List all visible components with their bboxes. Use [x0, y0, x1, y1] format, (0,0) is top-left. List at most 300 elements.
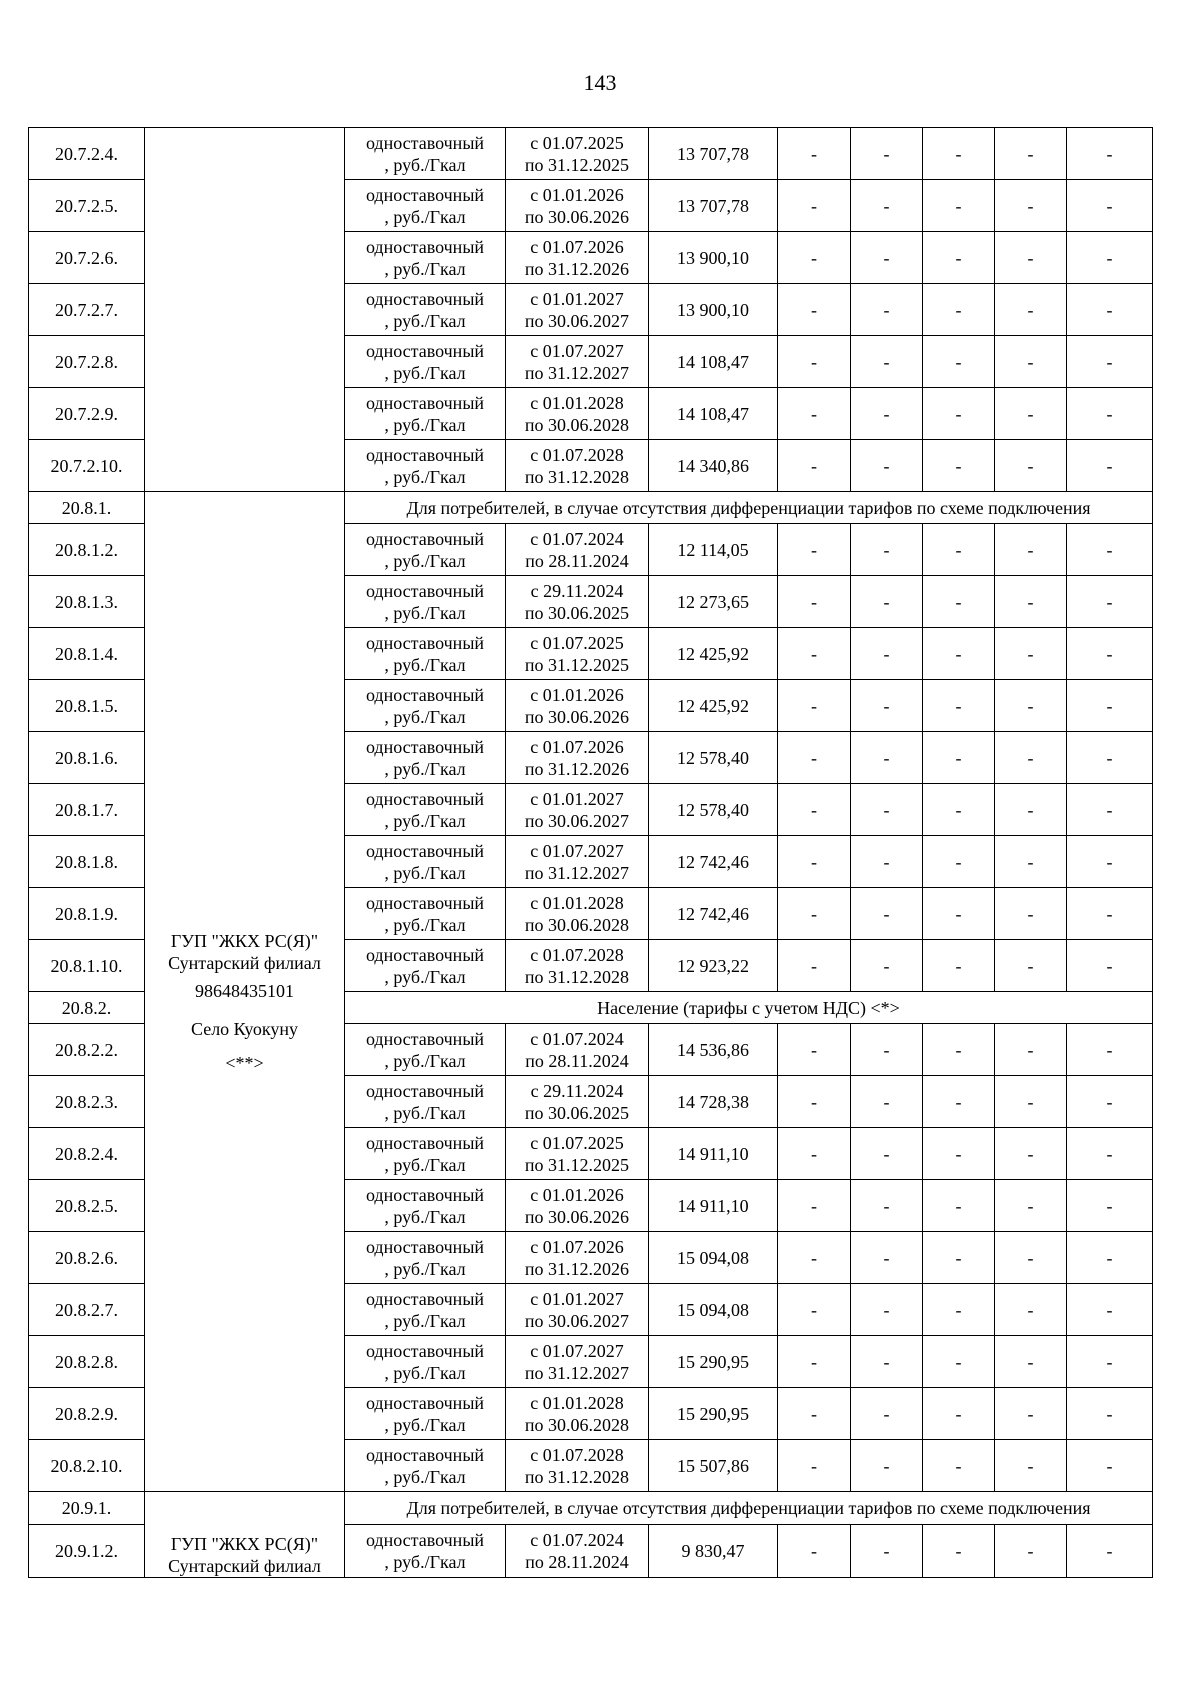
rate-type-line1: одноставочный: [365, 340, 485, 361]
period: [506, 1524, 649, 1577]
rate-type-line2: , руб./Гкал: [384, 1466, 466, 1487]
empty-value: -: [778, 336, 851, 388]
period: [506, 336, 649, 388]
tariff-value: 9 830,47: [649, 1524, 778, 1577]
rate-type: [345, 336, 506, 388]
tariff-value: 15 507,86: [649, 1440, 778, 1492]
tariff-value: 12 578,40: [649, 732, 778, 784]
rate-type-line1: одноставочный: [365, 840, 485, 861]
empty-value: -: [1067, 440, 1153, 492]
empty-value: -: [1067, 680, 1153, 732]
row-number: 20.7.2.10.: [29, 440, 145, 492]
rate-type-line2: , руб./Гкал: [384, 810, 466, 831]
empty-value: -: [1067, 836, 1153, 888]
tariff-table-body: [29, 128, 1153, 1578]
rate-type-line1: одноставочный: [365, 392, 485, 413]
empty-value: -: [995, 1440, 1067, 1492]
empty-value: -: [1067, 940, 1153, 992]
tariff-value: 13 900,10: [649, 284, 778, 336]
period: [506, 1388, 649, 1440]
empty-value: -: [995, 628, 1067, 680]
tariff-value: 14 108,47: [649, 336, 778, 388]
empty-value: -: [923, 576, 995, 628]
organization-name: ГУП "ЖКХ РС(Я)": [170, 931, 319, 951]
section-heading: Население (тарифы с учетом НДС) <*>: [345, 992, 1153, 1024]
period-to: по 30.06.2026: [524, 1206, 630, 1227]
tariff-table: [28, 127, 1153, 1578]
rate-type-line1: одноставочный: [365, 1288, 485, 1309]
tariff-value: 12 425,92: [649, 680, 778, 732]
period-from: с 01.01.2027: [530, 788, 624, 809]
empty-value: -: [995, 680, 1067, 732]
rate-type-line2: , руб./Гкал: [384, 1310, 466, 1331]
period: [506, 1440, 649, 1492]
empty-value: -: [923, 388, 995, 440]
period: [506, 284, 649, 336]
period-to: по 31.12.2025: [524, 654, 630, 675]
empty-value: -: [851, 628, 923, 680]
empty-value: -: [778, 1336, 851, 1388]
period-from: с 01.01.2026: [530, 684, 624, 705]
rate-type: [345, 1284, 506, 1336]
period-to: по 30.06.2028: [524, 1414, 630, 1435]
rate-type-line2: , руб./Гкал: [384, 1206, 466, 1227]
empty-value: -: [995, 576, 1067, 628]
row-number: 20.7.2.8.: [29, 336, 145, 388]
row-number: 20.7.2.4.: [29, 128, 145, 180]
empty-value: -: [778, 440, 851, 492]
row-number: 20.7.2.5.: [29, 180, 145, 232]
empty-value: -: [923, 232, 995, 284]
tariff-value: 12 273,65: [649, 576, 778, 628]
tariff-value: 14 728,38: [649, 1076, 778, 1128]
tariff-value: 12 578,40: [649, 784, 778, 836]
empty-value: -: [778, 1128, 851, 1180]
empty-value: -: [995, 1076, 1067, 1128]
period-to: по 30.06.2028: [524, 414, 630, 435]
organization-cell: [145, 128, 345, 492]
empty-value: -: [995, 732, 1067, 784]
empty-value: -: [923, 1024, 995, 1076]
empty-value: -: [923, 1524, 995, 1577]
period-from: с 01.01.2026: [530, 184, 624, 205]
empty-value: -: [851, 732, 923, 784]
section-row: [29, 492, 1153, 524]
empty-value: -: [851, 1180, 923, 1232]
period: [506, 440, 649, 492]
empty-value: -: [778, 732, 851, 784]
empty-value: -: [923, 1336, 995, 1388]
empty-value: -: [851, 1440, 923, 1492]
empty-value: -: [778, 232, 851, 284]
row-number: 20.8.2.6.: [29, 1232, 145, 1284]
empty-value: -: [778, 1284, 851, 1336]
empty-value: -: [923, 1440, 995, 1492]
organization-branch: Сунтарский филиал: [168, 1556, 321, 1576]
empty-value: -: [995, 440, 1067, 492]
empty-value: -: [851, 1128, 923, 1180]
rate-type-line2: , руб./Гкал: [384, 466, 466, 487]
empty-value: -: [778, 888, 851, 940]
empty-value: -: [1067, 1388, 1153, 1440]
rate-type: [345, 232, 506, 284]
period: [506, 1284, 649, 1336]
row-number: 20.8.2.5.: [29, 1180, 145, 1232]
rate-type-line1: одноставочный: [365, 1340, 485, 1361]
period: [506, 1180, 649, 1232]
empty-value: -: [1067, 180, 1153, 232]
empty-value: -: [995, 784, 1067, 836]
rate-type-line2: , руб./Гкал: [384, 1258, 466, 1279]
row-number: 20.8.2.: [29, 992, 145, 1024]
empty-value: -: [1067, 576, 1153, 628]
empty-value: -: [778, 1024, 851, 1076]
rate-type-line1: одноставочный: [365, 1236, 485, 1257]
empty-value: -: [778, 388, 851, 440]
empty-value: -: [778, 940, 851, 992]
period-to: по 31.12.2026: [524, 258, 630, 279]
empty-value: -: [851, 680, 923, 732]
tariff-value: 12 742,46: [649, 888, 778, 940]
row-number: 20.8.1.4.: [29, 628, 145, 680]
empty-value: -: [1067, 524, 1153, 576]
rate-type-line2: , руб./Гкал: [384, 258, 466, 279]
empty-value: -: [1067, 128, 1153, 180]
tariff-value: 12 425,92: [649, 628, 778, 680]
rate-type-line1: одноставочный: [365, 1529, 485, 1550]
empty-value: -: [923, 1232, 995, 1284]
period-from: с 01.07.2028: [530, 444, 624, 465]
period-from: с 01.07.2024: [530, 1028, 624, 1049]
empty-value: -: [923, 440, 995, 492]
rate-type-line1: одноставочный: [365, 132, 485, 153]
empty-value: -: [1067, 336, 1153, 388]
tariff-row: [29, 128, 1153, 180]
rate-type-line1: одноставочный: [365, 236, 485, 257]
empty-value: -: [851, 336, 923, 388]
empty-value: -: [995, 1336, 1067, 1388]
empty-value: -: [923, 940, 995, 992]
period-to: по 30.06.2026: [524, 206, 630, 227]
period: [506, 388, 649, 440]
empty-value: -: [851, 388, 923, 440]
empty-value: -: [923, 1284, 995, 1336]
rate-type-line2: , руб./Гкал: [384, 1414, 466, 1435]
period-from: с 01.07.2027: [530, 840, 624, 861]
period-to: по 31.12.2026: [524, 758, 630, 779]
period-to: по 28.11.2024: [525, 550, 629, 571]
rate-type: [345, 1388, 506, 1440]
row-number: 20.8.2.7.: [29, 1284, 145, 1336]
section-row: [29, 1492, 1153, 1525]
row-number: 20.8.1.6.: [29, 732, 145, 784]
row-number: 20.8.1.9.: [29, 888, 145, 940]
row-number: 20.8.2.2.: [29, 1024, 145, 1076]
rate-type: [345, 1076, 506, 1128]
empty-value: -: [995, 940, 1067, 992]
rate-type: [345, 1232, 506, 1284]
empty-value: -: [1067, 284, 1153, 336]
empty-value: -: [851, 1024, 923, 1076]
empty-value: -: [851, 1232, 923, 1284]
empty-value: -: [923, 284, 995, 336]
tariff-value: 13 707,78: [649, 180, 778, 232]
period: [506, 732, 649, 784]
rate-type-line1: одноставочный: [365, 528, 485, 549]
rate-type-line1: одноставочный: [365, 736, 485, 757]
empty-value: -: [923, 680, 995, 732]
empty-value: -: [995, 1128, 1067, 1180]
empty-value: -: [923, 888, 995, 940]
empty-value: -: [1067, 388, 1153, 440]
period-to: по 30.06.2025: [524, 602, 630, 623]
rate-type-line2: , руб./Гкал: [384, 914, 466, 935]
period-to: по 30.06.2026: [524, 706, 630, 727]
empty-value: -: [995, 1388, 1067, 1440]
empty-value: -: [995, 1180, 1067, 1232]
empty-value: -: [1067, 1180, 1153, 1232]
period-to: по 31.12.2028: [524, 1466, 630, 1487]
row-number: 20.8.1.8.: [29, 836, 145, 888]
period-from: с 01.01.2027: [530, 288, 624, 309]
period: [506, 232, 649, 284]
period-to: по 31.12.2025: [524, 1154, 630, 1175]
period-from: с 01.01.2028: [530, 1392, 624, 1413]
period-from: с 01.07.2026: [530, 736, 624, 757]
section-heading: Для потребителей, в случае отсутствия дифференциации тарифов по схеме подключения: [345, 492, 1153, 524]
empty-value: -: [923, 336, 995, 388]
empty-value: -: [778, 836, 851, 888]
period: [506, 680, 649, 732]
tariff-value: 14 340,86: [649, 440, 778, 492]
empty-value: -: [1067, 1284, 1153, 1336]
organization-code: 98648435101: [195, 981, 294, 1001]
rate-type-line1: одноставочный: [365, 1080, 485, 1101]
rate-type-line1: одноставочный: [365, 684, 485, 705]
rate-type-line2: , руб./Гкал: [384, 1050, 466, 1071]
row-number: 20.7.2.9.: [29, 388, 145, 440]
empty-value: -: [995, 388, 1067, 440]
rate-type-line2: , руб./Гкал: [384, 758, 466, 779]
period: [506, 180, 649, 232]
row-number: 20.8.1.5.: [29, 680, 145, 732]
period-from: с 01.01.2027: [530, 1288, 624, 1309]
rate-type-line1: одноставочный: [365, 1028, 485, 1049]
row-number: 20.9.1.: [29, 1492, 145, 1525]
empty-value: -: [923, 128, 995, 180]
period-to: по 30.06.2028: [524, 914, 630, 935]
empty-value: -: [1067, 628, 1153, 680]
period-to: по 28.11.2024: [525, 1551, 629, 1572]
empty-value: -: [851, 232, 923, 284]
row-number: 20.8.1.7.: [29, 784, 145, 836]
empty-value: -: [1067, 1336, 1153, 1388]
empty-value: -: [851, 180, 923, 232]
period-to: по 31.12.2025: [524, 154, 630, 175]
period-to: по 30.06.2027: [524, 1310, 630, 1331]
empty-value: -: [851, 440, 923, 492]
rate-type-line2: , руб./Гкал: [384, 310, 466, 331]
rate-type-line2: , руб./Гкал: [384, 362, 466, 383]
organization-note: <**>: [225, 1053, 264, 1073]
rate-type-line2: , руб./Гкал: [384, 414, 466, 435]
empty-value: -: [778, 1076, 851, 1128]
rate-type: [345, 388, 506, 440]
rate-type: [345, 1336, 506, 1388]
empty-value: -: [995, 232, 1067, 284]
rate-type-line1: одноставочный: [365, 444, 485, 465]
empty-value: -: [923, 1128, 995, 1180]
empty-value: -: [778, 576, 851, 628]
section-heading: Для потребителей, в случае отсутствия дифференциации тарифов по схеме подключения: [345, 1492, 1153, 1525]
period-to: по 30.06.2025: [524, 1102, 630, 1123]
empty-value: -: [851, 284, 923, 336]
rate-type: [345, 784, 506, 836]
rate-type-line1: одноставочный: [365, 1444, 485, 1465]
empty-value: -: [778, 1440, 851, 1492]
row-number: 20.8.2.3.: [29, 1076, 145, 1128]
organization-locality: Село Куокуну: [190, 1019, 299, 1039]
organization-info: [145, 492, 344, 1074]
row-number: 20.8.2.4.: [29, 1128, 145, 1180]
period-from: с 01.01.2028: [530, 392, 624, 413]
empty-value: -: [995, 888, 1067, 940]
period-from: с 01.07.2025: [530, 132, 624, 153]
tariff-value: 15 290,95: [649, 1336, 778, 1388]
rate-type: [345, 284, 506, 336]
empty-value: -: [1067, 1024, 1153, 1076]
period-from: с 01.07.2026: [530, 1236, 624, 1257]
rate-type: [345, 576, 506, 628]
empty-value: -: [851, 836, 923, 888]
empty-value: -: [851, 524, 923, 576]
rate-type: [345, 1524, 506, 1577]
empty-value: -: [1067, 1076, 1153, 1128]
tariff-value: 12 114,05: [649, 524, 778, 576]
rate-type-line2: , руб./Гкал: [384, 966, 466, 987]
rate-type-line1: одноставочный: [365, 1184, 485, 1205]
organization-name: ГУП "ЖКХ РС(Я)": [170, 1534, 319, 1554]
empty-value: -: [778, 284, 851, 336]
rate-type-line2: , руб./Гкал: [384, 654, 466, 675]
empty-value: -: [778, 524, 851, 576]
row-number: 20.7.2.7.: [29, 284, 145, 336]
row-number: 20.9.1.2.: [29, 1524, 145, 1577]
rate-type-line2: , руб./Гкал: [384, 1154, 466, 1175]
period: [506, 784, 649, 836]
period-to: по 28.11.2024: [525, 1050, 629, 1071]
period-to: по 31.12.2028: [524, 966, 630, 987]
empty-value: -: [778, 128, 851, 180]
empty-value: -: [1067, 888, 1153, 940]
period: [506, 1024, 649, 1076]
period-from: с 29.11.2024: [530, 1080, 624, 1101]
tariff-value: 15 290,95: [649, 1388, 778, 1440]
empty-value: -: [1067, 732, 1153, 784]
empty-value: -: [851, 1524, 923, 1577]
empty-value: -: [851, 1076, 923, 1128]
period-to: по 30.06.2027: [524, 310, 630, 331]
empty-value: -: [851, 1284, 923, 1336]
rate-type-line1: одноставочный: [365, 788, 485, 809]
period: [506, 128, 649, 180]
empty-value: -: [1067, 1524, 1153, 1577]
empty-value: -: [1067, 232, 1153, 284]
row-number: 20.8.2.10.: [29, 1440, 145, 1492]
period: [506, 940, 649, 992]
empty-value: -: [995, 284, 1067, 336]
rate-type-line2: , руб./Гкал: [384, 602, 466, 623]
empty-value: -: [923, 1180, 995, 1232]
organization-info-bottom: [145, 1492, 344, 1577]
empty-value: -: [851, 1388, 923, 1440]
rate-type-line2: , руб./Гкал: [384, 1362, 466, 1383]
rate-type-line1: одноставочный: [365, 1392, 485, 1413]
rate-type: [345, 1128, 506, 1180]
rate-type: [345, 128, 506, 180]
empty-value: -: [778, 1524, 851, 1577]
rate-type: [345, 1440, 506, 1492]
empty-value: -: [995, 336, 1067, 388]
empty-value: -: [778, 1388, 851, 1440]
rate-type-line2: , руб./Гкал: [384, 1102, 466, 1123]
rate-type: [345, 180, 506, 232]
empty-value: -: [923, 836, 995, 888]
period: [506, 628, 649, 680]
rate-type: [345, 836, 506, 888]
rate-type-line1: одноставочный: [365, 632, 485, 653]
rate-type-line2: , руб./Гкал: [384, 1551, 466, 1572]
rate-type-line1: одноставочный: [365, 892, 485, 913]
rate-type: [345, 680, 506, 732]
organization-branch: Сунтарский филиал: [168, 953, 321, 973]
rate-type: [345, 888, 506, 940]
rate-type-line1: одноставочный: [365, 944, 485, 965]
period-from: с 01.01.2028: [530, 892, 624, 913]
rate-type-line1: одноставочный: [365, 580, 485, 601]
organization-cell: [145, 1492, 345, 1578]
row-number: 20.8.1.10.: [29, 940, 145, 992]
tariff-value: 15 094,08: [649, 1284, 778, 1336]
empty-value: -: [995, 1284, 1067, 1336]
tariff-value: 14 911,10: [649, 1128, 778, 1180]
empty-value: -: [995, 1024, 1067, 1076]
period-from: с 01.07.2024: [530, 1529, 624, 1550]
rate-type: [345, 628, 506, 680]
page-number: 143: [583, 70, 617, 95]
row-number: 20.8.1.: [29, 492, 145, 524]
rate-type-line2: , руб./Гкал: [384, 862, 466, 883]
period: [506, 1232, 649, 1284]
period-from: с 01.07.2025: [530, 1132, 624, 1153]
period-to: по 31.12.2028: [524, 466, 630, 487]
empty-value: -: [851, 1336, 923, 1388]
period-to: по 31.12.2027: [524, 362, 630, 383]
period-from: с 01.07.2028: [530, 1444, 624, 1465]
empty-value: -: [1067, 1232, 1153, 1284]
period-from: с 01.07.2027: [530, 340, 624, 361]
rate-type: [345, 440, 506, 492]
row-number: 20.8.1.2.: [29, 524, 145, 576]
empty-value: -: [1067, 784, 1153, 836]
row-number: 20.7.2.6.: [29, 232, 145, 284]
empty-value: -: [995, 1524, 1067, 1577]
empty-value: -: [778, 1232, 851, 1284]
empty-value: -: [851, 888, 923, 940]
empty-value: -: [851, 576, 923, 628]
empty-value: -: [851, 128, 923, 180]
tariff-value: 13 707,78: [649, 128, 778, 180]
